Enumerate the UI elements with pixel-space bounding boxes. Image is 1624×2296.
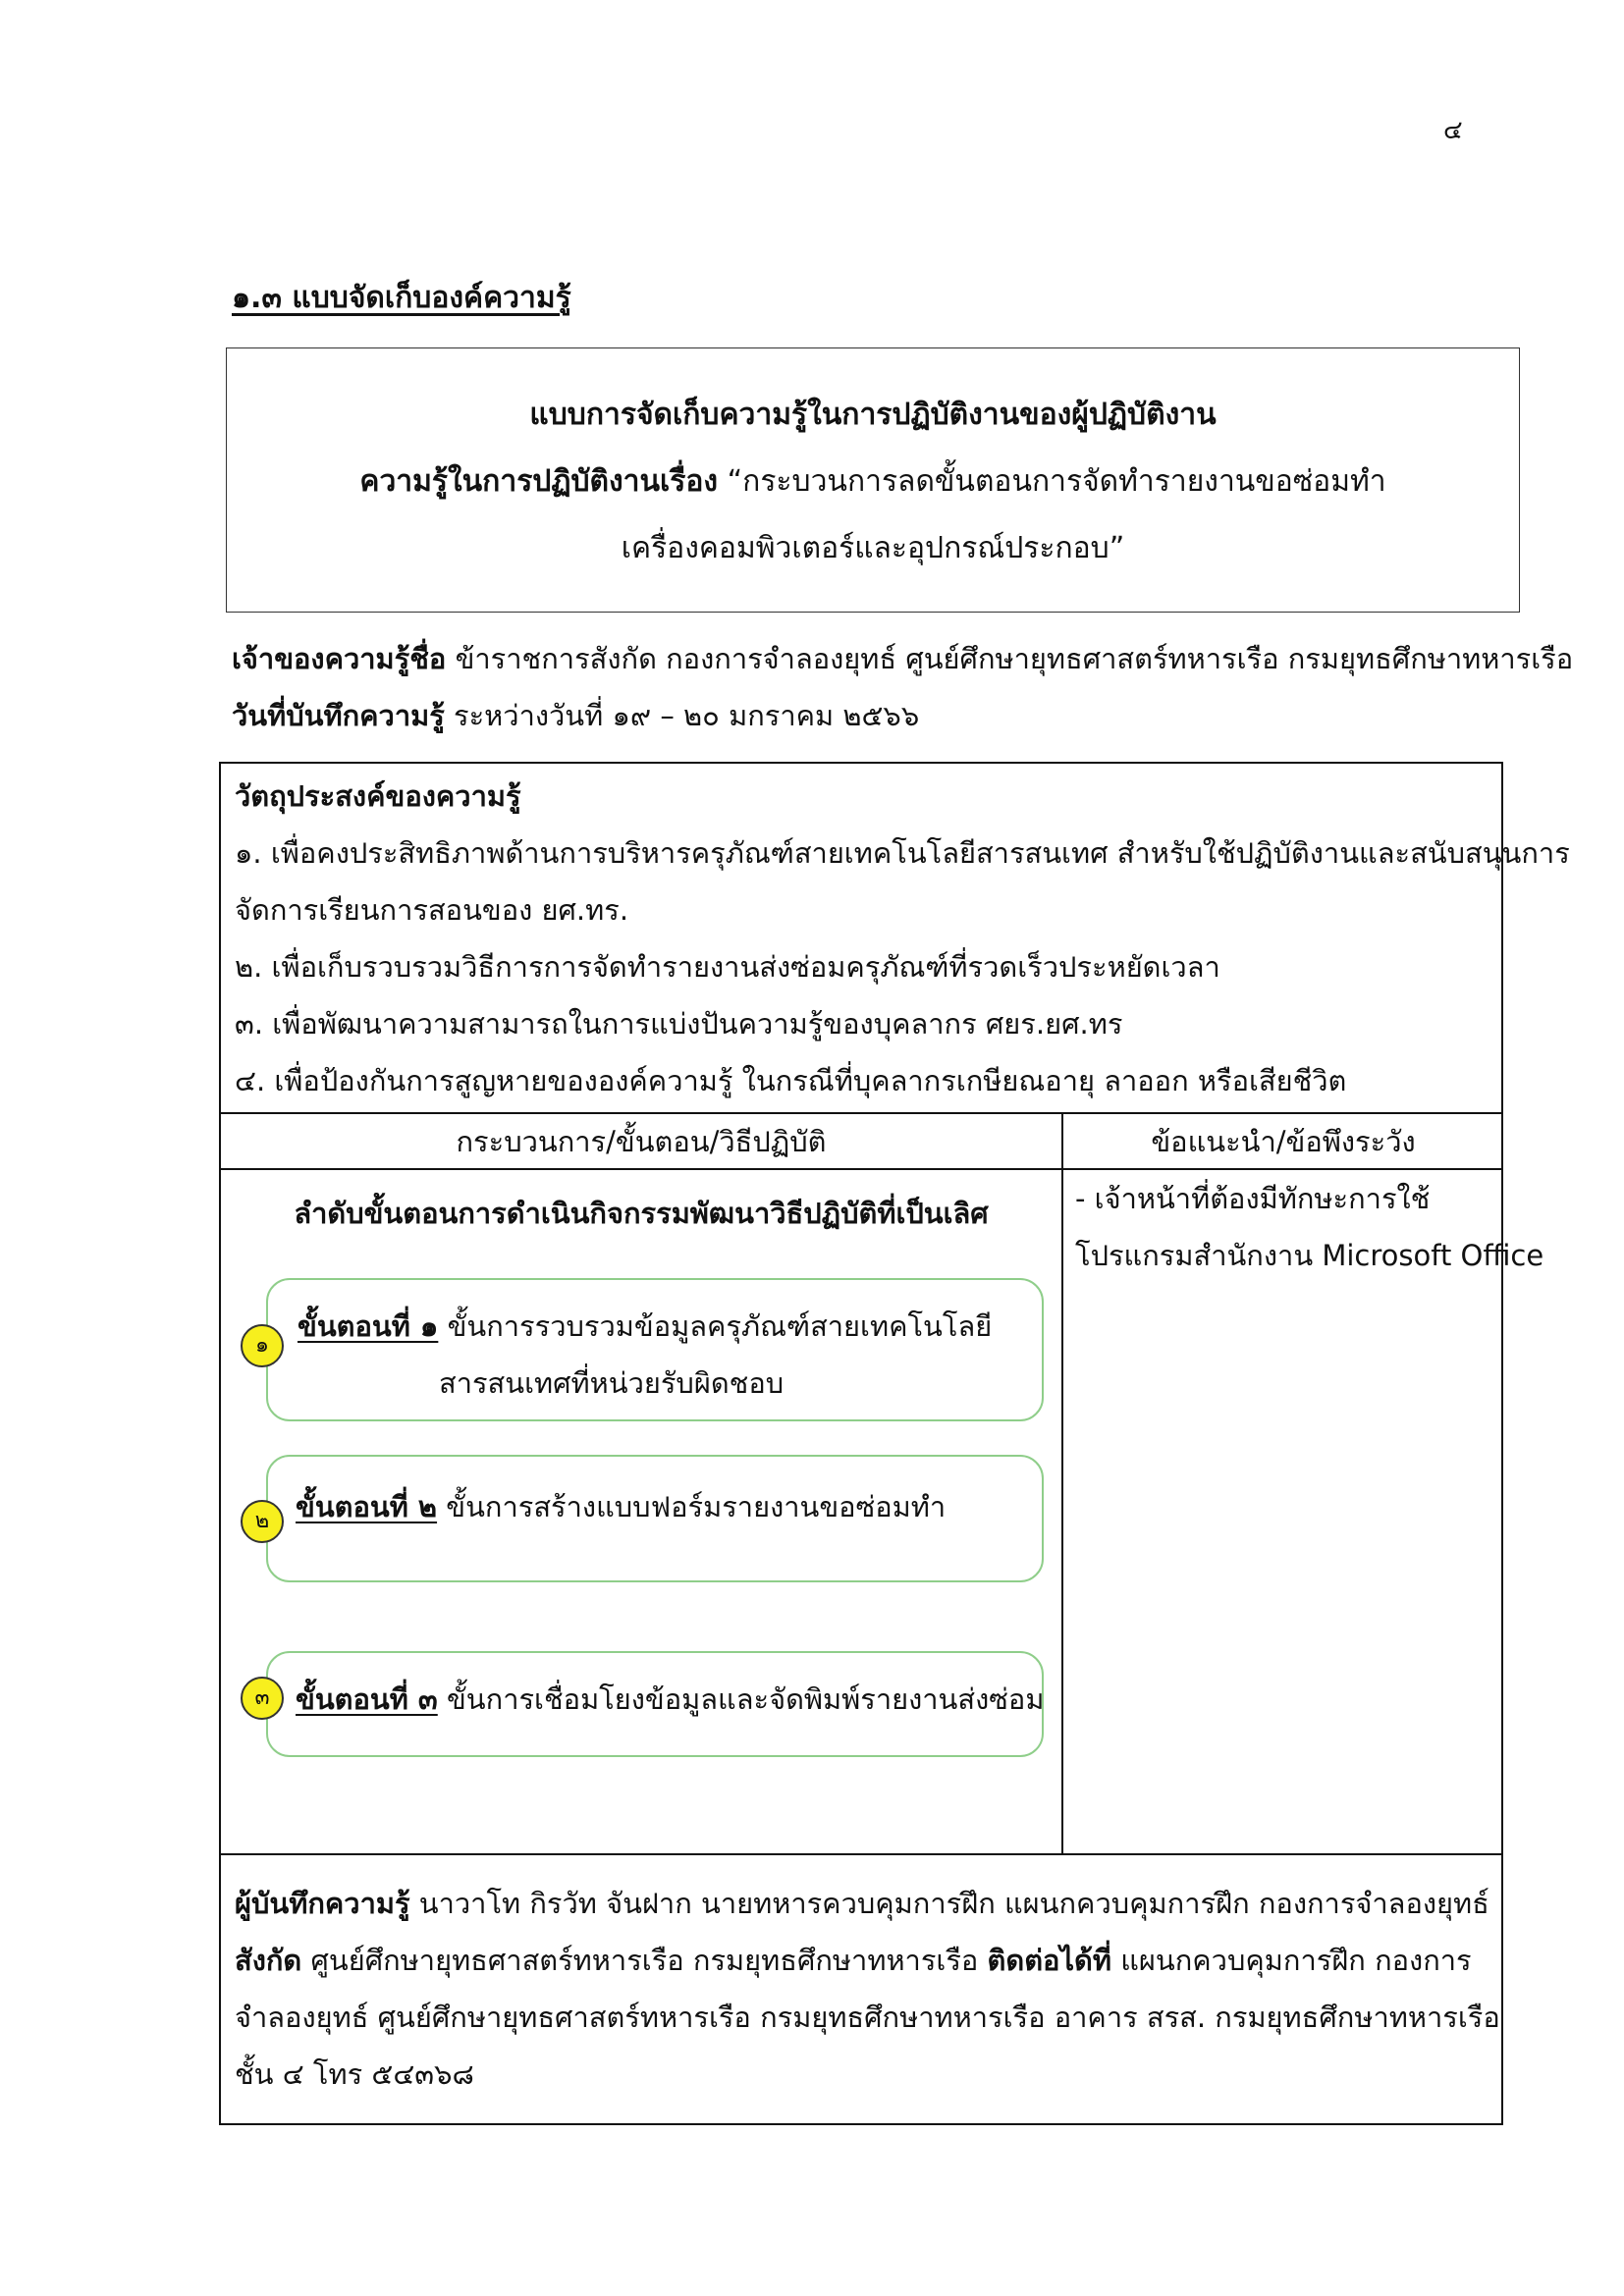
title-box [226, 347, 1520, 613]
step-1-desc-cont: สารสนเทศที่หน่วยรับผิดชอบ [439, 1366, 785, 1400]
contact-value: แผนกควบคุมการฝึก กองการ [1120, 1944, 1472, 1977]
step-1-label: ขั้นตอนที่ ๑ [298, 1309, 439, 1343]
contact-label: ติดต่อได้ที่ [987, 1944, 1111, 1977]
column-divider [1061, 1112, 1063, 1853]
step-3-desc: ขั้นการเชื่อมโยงข้อมูลและจัดพิมพ์รายงานส่งซ่อม [446, 1682, 1045, 1716]
step-2-desc: ขั้นการสร้างแบบฟอร์มรายงานขอซ่อมทำ [446, 1490, 947, 1523]
page-number: ๔ [1443, 116, 1463, 145]
title-line-3: เครื่องคอมพิวเตอร์และอุปกรณ์ประกอบ” [621, 531, 1125, 565]
recorder-line-4: ชั้น ๔ โทร ๕๔๓๖๘ [235, 2057, 474, 2091]
recorder-line-1 [235, 1881, 1489, 1926]
process-column-header: กระบวนการ/ขั้นตอน/วิธีปฏิบัติ [456, 1125, 827, 1158]
recorder-line-2 [235, 1938, 1472, 1983]
objectives-heading: วัตถุประสงค์ของความรู้ [235, 779, 521, 813]
title-topic-label: ความรู้ในการปฏิบัติงานเรื่อง [359, 464, 719, 499]
section-heading: ๑.๓ แบบจัดเก็บองค์ความรู้ [232, 281, 571, 315]
step-2-text [296, 1484, 946, 1529]
step-badge-3: ๓ [241, 1677, 284, 1720]
advice-column-header: ข้อแนะนำ/ข้อพึงระวัง [1151, 1125, 1416, 1158]
owner-label: เจ้าของความรู้ชื่อ [232, 642, 447, 675]
step-2-label: ขั้นตอนที่ ๒ [296, 1490, 438, 1523]
record-date-value: ระหว่างวันที่ ๑๙ – ๒๐ มกราคม ๒๕๖๖ [454, 699, 920, 732]
divider [221, 1853, 1501, 1855]
owner-line [232, 636, 1573, 681]
record-date-label: วันที่บันทึกความรู้ [232, 699, 445, 732]
objective-line: ๑. เพื่อคงประสิทธิภาพด้านการบริหารครุภัณฑ์สายเทคโนโลยีสารสนเทศ สำหรับใช้ปฏิบัติงานและสนับสนุนการ [235, 836, 1570, 870]
affiliation-label: สังกัด [235, 1944, 302, 1977]
title-line-2 [227, 458, 1519, 505]
process-title: ลำดับขั้นตอนการดำเนินกิจกรรมพัฒนาวิธีปฏิบัติที่เป็นเลิศ [294, 1197, 989, 1230]
knowledge-table [219, 762, 1570, 2125]
step-1-desc: ขั้นการรวบรวมข้อมูลครุภัณฑ์สายเทคโนโลยี [447, 1309, 993, 1343]
step-3-label: ขั้นตอนที่ ๓ [296, 1682, 438, 1716]
advice-line-2: โปรแกรมสำนักงาน Microsoft Office [1075, 1239, 1544, 1272]
title-topic-text: “กระบวนการลดขั้นตอนการจัดทำรายงานขอซ่อมทำ [727, 464, 1386, 499]
objective-line: ๒. เพื่อเก็บรวบรวมวิธีการการจัดทำรายงานส่งซ่อมครุภัณฑ์ที่รวดเร็วประหยัดเวลา [235, 950, 1220, 984]
step-3-text [296, 1677, 1044, 1722]
divider [221, 1168, 1501, 1170]
objective-line: ๔. เพื่อป้องกันการสูญหายขององค์ความรู้ ในกรณีที่บุคลากรเกษียณอายุ ลาออก หรือเสียชีวิต [235, 1064, 1347, 1097]
advice-line-1: - เจ้าหน้าที่ต้องมีทักษะการใช้ [1075, 1182, 1431, 1215]
recorder-line-3: จำลองยุทธ์ ศูนย์ศึกษายุทธศาสตร์ทหารเรือ กรมยุทธศึกษาทหารเรือ อาคาร สรส. กรมยุทธศึกษาทหารเรือ [235, 2001, 1500, 2034]
objective-line: ๓. เพื่อพัฒนาความสามารถในการแบ่งปันความรู้ของบุคลากร ศยร.ยศ.ทร [235, 1007, 1123, 1041]
step-1-text [298, 1304, 992, 1349]
divider [221, 1112, 1501, 1114]
step-badge-2: ๒ [241, 1500, 284, 1543]
affiliation-value: ศูนย์ศึกษายุทธศาสตร์ทหารเรือ กรมยุทธศึกษาทหารเรือ [310, 1944, 979, 1977]
step-badge-1: ๑ [241, 1324, 284, 1367]
owner-value: ข้าราชการสังกัด กองการจำลองยุทธ์ ศูนย์ศึกษายุทธศาสตร์ทหารเรือ กรมยุทธศึกษาทหารเรือ [455, 642, 1574, 675]
title-line-1: แบบการจัดเก็บความรู้ในการปฏิบัติงานของผู้ปฏิบัติงาน [529, 398, 1217, 432]
recorder-value: นาวาโท กิรวัท จันฝาก นายทหารควบคุมการฝึก แผนกควบคุมการฝึก กองการจำลองยุทธ์ [418, 1887, 1489, 1920]
objective-line: จัดการเรียนการสอนของ ยศ.ทร. [235, 893, 629, 927]
record-date-line [232, 693, 919, 738]
recorder-label: ผู้บันทึกความรู้ [235, 1887, 410, 1920]
